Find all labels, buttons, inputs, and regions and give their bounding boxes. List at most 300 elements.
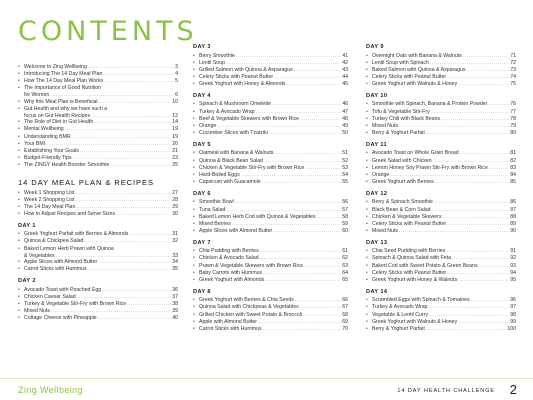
toc-entry-page-number: 6 xyxy=(175,92,178,99)
toc-entry[interactable] xyxy=(193,179,348,186)
day-heading: DAY 9 xyxy=(366,44,384,50)
day-heading: DAY 2 xyxy=(18,278,36,285)
bullet-icon: • xyxy=(366,262,368,269)
bullet-icon: • xyxy=(193,220,195,227)
toc-entry-label: Chia Pudding with Berries xyxy=(199,248,259,255)
toc-entry-label: Turkey & Vegetable Stir-Fry with Brown Rice xyxy=(24,300,127,307)
toc-entry[interactable] xyxy=(18,211,178,218)
toc-entry[interactable] xyxy=(18,266,178,273)
footer-page-number: 2 xyxy=(509,382,517,397)
bullet-icon: • xyxy=(193,115,195,122)
toc-entry-page-number: 90 xyxy=(510,227,516,234)
toc-entry-label: Tofu & Vegetable Stir-Fry xyxy=(372,108,430,115)
toc-entry[interactable] xyxy=(366,248,516,255)
toc-entry-label: Berry Smoothie xyxy=(199,52,235,59)
toc-entry-page-number: 69 xyxy=(342,318,348,325)
plan-list xyxy=(18,190,178,218)
toc-entry-page-number: 34 xyxy=(172,259,178,266)
toc-entry[interactable] xyxy=(18,287,178,294)
dot-leader xyxy=(72,134,172,141)
bullet-icon: • xyxy=(366,129,368,136)
bullet-icon: • xyxy=(18,293,20,300)
dot-leader xyxy=(458,81,509,88)
toc-entry[interactable] xyxy=(366,179,516,186)
bullet-icon: • xyxy=(193,150,195,157)
toc-entry-page-number: 92 xyxy=(510,255,516,262)
toc-entry[interactable] xyxy=(18,155,178,162)
toc-entry-label: Baked Cod with Sweet Potato & Green Beans xyxy=(372,262,478,269)
toc-entry[interactable] xyxy=(366,150,516,157)
toc-entry-label: Cucumber Slices with Tzatziki xyxy=(199,129,268,136)
toc-entry[interactable] xyxy=(366,214,516,221)
toc-entry-label: Gut Health and why we have such a xyxy=(24,105,108,112)
toc-entry[interactable] xyxy=(366,207,516,214)
toc-entry[interactable] xyxy=(193,67,348,74)
dot-leader xyxy=(441,116,509,123)
toc-entry[interactable] xyxy=(193,109,348,116)
toc-entry-page-number: 79 xyxy=(510,122,516,129)
toc-entry-page-number: 68 xyxy=(342,311,348,318)
dot-leader xyxy=(75,190,171,197)
toc-entry[interactable] xyxy=(18,141,178,148)
toc-entry-label: Baked Salmon with Quinoa & Asparagus xyxy=(372,66,466,73)
toc-entry[interactable] xyxy=(18,301,178,308)
toc-entry[interactable] xyxy=(193,248,348,255)
toc-entry-page-number: 42 xyxy=(342,59,348,66)
toc-entry[interactable] xyxy=(193,116,348,123)
toc-entry-page-number: 74 xyxy=(510,73,516,80)
day-heading: DAY 4 xyxy=(193,92,211,99)
toc-entry-page-number: 12 xyxy=(172,112,178,119)
dot-leader xyxy=(73,155,172,162)
toc-entry-page-number: 23 xyxy=(172,154,178,161)
bullet-icon: • xyxy=(18,286,20,293)
toc-entry-label: Celery Sticks with Peanut Butter xyxy=(372,269,447,276)
toc-entry[interactable] xyxy=(193,150,348,157)
dot-leader xyxy=(433,158,510,165)
toc-entry[interactable] xyxy=(366,81,516,88)
toc-entry-label: Spinach & Quinoa Salad with Feta xyxy=(372,255,452,262)
toc-entry[interactable] xyxy=(366,199,516,206)
toc-entry-label: Greek Yoghurt with Walnuts & Honey xyxy=(372,318,458,325)
toc-entry-page-number: 30 xyxy=(172,210,178,217)
toc-entry[interactable] xyxy=(18,106,178,113)
toc-entry-page-number: 55 xyxy=(342,178,348,185)
toc-entry-label: How The 14 Day Meal Plan Works xyxy=(24,78,104,85)
bullet-icon: • xyxy=(18,98,20,105)
toc-entry[interactable] xyxy=(193,304,348,311)
toc-entry[interactable] xyxy=(18,71,178,78)
toc-entry-page-number: 48 xyxy=(342,115,348,122)
dot-leader xyxy=(102,287,171,294)
bullet-icon: • xyxy=(366,199,368,206)
dot-leader xyxy=(300,116,341,123)
bullet-icon: • xyxy=(193,227,195,234)
toc-entry-label: Mixed Nuts xyxy=(24,308,50,315)
dot-leader xyxy=(76,204,171,211)
toc-entry[interactable] xyxy=(366,74,516,81)
bullet-icon: • xyxy=(366,227,368,234)
toc-entry[interactable] xyxy=(18,197,178,204)
toc-entry[interactable] xyxy=(366,263,516,270)
toc-entry[interactable] xyxy=(366,123,516,130)
toc-entry[interactable] xyxy=(193,172,348,179)
bullet-icon: • xyxy=(366,171,368,178)
toc-entry[interactable] xyxy=(366,255,516,262)
toc-entry-label: Mixed Nuts xyxy=(372,122,398,129)
bullet-icon: • xyxy=(18,85,20,92)
dot-leader xyxy=(458,277,509,284)
toc-entry-label: Spinach & Mushroom Omelette xyxy=(199,101,272,108)
bullet-icon: • xyxy=(366,213,368,220)
day-heading: DAY 6 xyxy=(193,190,211,197)
bullet-icon: • xyxy=(18,245,20,252)
toc-entry[interactable] xyxy=(193,312,348,319)
toc-entry[interactable] xyxy=(193,297,348,304)
toc-entry-label: Greek Yoghurt with Walnuts & Honey xyxy=(372,80,458,87)
toc-entry-page-number: 66 xyxy=(342,297,348,304)
day-heading: DAY 12 xyxy=(366,190,388,197)
toc-entry-page-number: 58 xyxy=(342,213,348,220)
day-heading: DAY 10 xyxy=(366,92,388,99)
toc-entry-page-number: 40 xyxy=(172,315,178,322)
toc-entry[interactable] xyxy=(193,228,348,235)
dot-leader xyxy=(304,263,341,270)
dot-leader xyxy=(426,130,509,137)
toc-entry-page-number: 80 xyxy=(510,129,516,136)
toc-entry-label: Baked Lemon Herb Prawn with Quinoa xyxy=(24,245,114,252)
toc-entry[interactable] xyxy=(18,134,178,141)
dot-leader xyxy=(434,199,509,206)
dot-leader xyxy=(236,53,341,60)
toc-entry-label: Turkey & Avocado Wrap xyxy=(199,108,255,115)
dot-leader xyxy=(98,259,171,266)
toc-entry[interactable] xyxy=(18,78,178,85)
bullet-icon: • xyxy=(366,269,368,276)
toc-entry[interactable] xyxy=(18,85,178,92)
toc-entry-page-number: 37 xyxy=(172,293,178,300)
toc-entry-label: Baked Lemon Herb Cod with Quinoa & Vegetables xyxy=(199,213,316,220)
toc-entry[interactable] xyxy=(193,130,348,137)
toc-entry-page-number: 93 xyxy=(510,262,516,269)
toc-entry[interactable] xyxy=(18,259,178,266)
bullet-icon: • xyxy=(193,129,195,136)
toc-entry-label: Greek Yoghurt with Berries & Chia Seeds xyxy=(199,297,294,304)
toc-entry[interactable] xyxy=(366,101,516,108)
toc-entry-page-number: 65 xyxy=(342,276,348,283)
toc-entry[interactable] xyxy=(193,214,348,221)
dot-leader xyxy=(256,109,342,116)
toc-entry-label: Celery Sticks with Peanut Butter xyxy=(372,220,447,227)
toc-entry[interactable] xyxy=(18,315,178,322)
toc-entry-label: & Vegetables xyxy=(24,252,55,259)
toc-entry-page-number: 77 xyxy=(510,108,516,115)
bullet-icon: • xyxy=(18,161,20,168)
toc-entry-label: for Women xyxy=(24,92,50,99)
bullet-icon: • xyxy=(366,297,368,304)
contents-column-1 xyxy=(18,64,178,322)
dot-leader xyxy=(426,326,507,333)
bullet-icon: • xyxy=(18,231,20,238)
toc-entry[interactable] xyxy=(366,326,516,333)
toc-entry-page-number: 73 xyxy=(510,66,516,73)
bullet-icon: • xyxy=(366,276,368,283)
toc-entry-label: Turkey Chili with Black Beans xyxy=(372,115,441,122)
toc-entry[interactable] xyxy=(18,162,178,169)
toc-entry-label: Chia Seed Pudding with Berries xyxy=(372,248,446,255)
toc-entry[interactable] xyxy=(193,123,348,130)
toc-entry[interactable] xyxy=(193,60,348,67)
toc-entry-label: Week 2 Shopping List xyxy=(24,196,75,203)
day-heading: DAY 8 xyxy=(193,288,211,295)
dot-leader xyxy=(104,78,174,85)
toc-entry-label: Cottage Cheese with Pineapple xyxy=(24,315,97,322)
toc-entry[interactable] xyxy=(193,270,348,277)
toc-entry[interactable] xyxy=(366,60,516,67)
toc-entry[interactable] xyxy=(18,294,178,301)
bullet-icon: • xyxy=(193,52,195,59)
dot-leader xyxy=(447,221,509,228)
dot-leader xyxy=(273,228,341,235)
toc-entry-label: The 14 Day Meal Plan xyxy=(24,203,76,210)
toc-entry-page-number: 33 xyxy=(172,252,178,259)
bullet-icon: • xyxy=(18,196,20,203)
toc-entry[interactable] xyxy=(193,101,348,108)
day-heading: DAY 3 xyxy=(193,44,211,50)
toc-entry-page-number: 21 xyxy=(172,147,178,154)
toc-entry[interactable] xyxy=(193,53,348,60)
toc-entry-page-number: 83 xyxy=(510,164,516,171)
toc-entry-label: Smoothie Bowl xyxy=(199,199,234,206)
toc-entry-label: Scrambled Eggs with Spinach & Tomatoes xyxy=(372,297,470,304)
toc-entry-page-number: 72 xyxy=(510,59,516,66)
dot-leader xyxy=(274,74,341,81)
dot-leader xyxy=(488,101,509,108)
toc-entry[interactable] xyxy=(18,308,178,315)
toc-entry-page-number: 52 xyxy=(342,157,348,164)
toc-entry-label: Apple Slices with Almond Butter xyxy=(199,227,273,234)
contents-column-2 xyxy=(193,44,348,333)
day-heading: DAY 1 xyxy=(18,222,36,229)
dot-leader xyxy=(260,248,342,255)
toc-entry-label: Welcome to Zing Wellbeing xyxy=(24,64,87,70)
toc-entry[interactable] xyxy=(18,148,178,155)
bullet-icon: • xyxy=(18,203,20,210)
bullet-icon: • xyxy=(18,210,20,217)
dot-leader xyxy=(88,266,172,273)
bullet-icon: • xyxy=(366,325,368,332)
toc-entry[interactable] xyxy=(193,81,348,88)
bullet-icon: • xyxy=(366,157,368,164)
toc-entry[interactable] xyxy=(193,158,348,165)
toc-entry-label: Orange xyxy=(372,171,390,178)
toc-entry-label: Chicken & Vegetable Skewers xyxy=(372,213,442,220)
toc-entry-label: Greek Yoghurt Parfait with Berries & Almonds xyxy=(24,231,129,238)
toc-entry-page-number: 43 xyxy=(342,66,348,73)
toc-entry-page-number: 99 xyxy=(510,318,516,325)
toc-entry[interactable] xyxy=(366,319,516,326)
toc-entry-label: Greek Salad with Chicken xyxy=(372,157,432,164)
toc-entry-page-number: 20 xyxy=(172,140,178,147)
toc-entry[interactable] xyxy=(193,221,348,228)
bullet-icon: • xyxy=(193,66,195,73)
bullet-icon: • xyxy=(18,189,20,196)
bullet-icon: • xyxy=(366,108,368,115)
toc-entry[interactable] xyxy=(366,109,516,116)
toc-entry-label: Capsicum with Guacamole xyxy=(199,178,261,185)
dot-leader xyxy=(258,319,341,326)
bullet-icon: • xyxy=(366,318,368,325)
toc-entry[interactable] xyxy=(18,99,178,106)
dot-leader xyxy=(226,207,341,214)
dot-leader xyxy=(489,165,509,172)
toc-entry[interactable] xyxy=(193,263,348,270)
day-heading: DAY 14 xyxy=(366,288,388,295)
dot-leader xyxy=(272,101,341,108)
page-title: CONTENTS xyxy=(18,16,198,47)
toc-entry[interactable] xyxy=(366,270,516,277)
bullet-icon: • xyxy=(18,147,20,154)
toc-entry-page-number: 61 xyxy=(342,248,348,255)
toc-entry[interactable] xyxy=(193,165,348,172)
toc-entry-label: Quinoa & Black Bean Salad xyxy=(199,157,264,164)
toc-entry-page-number: 3 xyxy=(175,64,178,70)
toc-entry-label: Greek Yoghurt with Almonds xyxy=(199,276,265,283)
toc-entry-page-number: 56 xyxy=(342,199,348,206)
contents-column-3 xyxy=(366,44,516,333)
toc-entry[interactable] xyxy=(366,172,516,179)
bullet-icon: • xyxy=(18,64,20,70)
toc-entry[interactable] xyxy=(366,130,516,137)
toc-entry[interactable] xyxy=(18,190,178,197)
toc-entry-page-number: 81 xyxy=(510,150,516,157)
toc-entry-label: Quinoa Salad with Chickpeas & Vegetables xyxy=(199,304,299,311)
dot-leader xyxy=(399,228,509,235)
toc-entry[interactable] xyxy=(366,53,516,60)
toc-entry-label: Avocado Toast on Whole Grain Bread xyxy=(372,150,459,157)
bullet-icon: • xyxy=(193,325,195,332)
toc-entry[interactable] xyxy=(366,228,516,235)
toc-entry-label: Understanding BMR xyxy=(24,133,71,140)
toc-entry[interactable] xyxy=(193,74,348,81)
dot-leader xyxy=(294,67,342,74)
dot-leader xyxy=(429,304,510,311)
dot-leader xyxy=(127,301,171,308)
toc-entry-page-number: 5 xyxy=(175,78,178,85)
toc-entry[interactable] xyxy=(366,277,516,284)
toc-entry[interactable] xyxy=(366,116,516,123)
toc-entry[interactable] xyxy=(366,221,516,228)
dot-leader xyxy=(275,150,342,157)
dot-leader xyxy=(479,263,510,270)
dot-leader xyxy=(77,294,172,301)
dot-leader xyxy=(443,214,510,221)
toc-entry[interactable] xyxy=(18,246,178,253)
dot-leader xyxy=(431,109,510,116)
dot-leader xyxy=(88,64,174,71)
dot-leader xyxy=(430,60,509,67)
dot-leader xyxy=(317,214,342,221)
bullet-icon: • xyxy=(18,300,20,307)
bullet-icon: • xyxy=(193,178,195,185)
toc-entry-page-number: 46 xyxy=(342,101,348,108)
toc-entry[interactable] xyxy=(193,255,348,262)
toc-entry[interactable] xyxy=(366,304,516,311)
toc-entry[interactable] xyxy=(366,165,516,172)
toc-entry[interactable] xyxy=(18,231,178,238)
day-heading: DAY 7 xyxy=(193,239,211,246)
toc-entry[interactable] xyxy=(193,199,348,206)
bullet-icon: • xyxy=(193,59,195,66)
toc-entry-page-number: 67 xyxy=(342,304,348,311)
toc-entry[interactable] xyxy=(366,312,516,319)
toc-entry[interactable] xyxy=(18,204,178,211)
toc-entry-page-number: 57 xyxy=(342,206,348,213)
dot-leader xyxy=(217,123,341,130)
toc-entry[interactable] xyxy=(193,326,348,333)
days-list-a xyxy=(18,223,178,322)
toc-entry-label: Lentil Soup with Spinach xyxy=(372,59,429,66)
bullet-icon: • xyxy=(18,140,20,147)
toc-entry[interactable] xyxy=(193,277,348,284)
toc-entry-label: Apple with Almond Butter xyxy=(199,318,257,325)
toc-entry[interactable] xyxy=(366,67,516,74)
bullet-icon: • xyxy=(366,206,368,213)
toc-entry-label: The Importance of Good Nutrition xyxy=(24,85,101,92)
toc-entry-page-number: 88 xyxy=(510,213,516,220)
days-list-b xyxy=(193,44,348,333)
bullet-icon: • xyxy=(193,157,195,164)
dot-leader xyxy=(446,248,509,255)
bullet-icon: • xyxy=(366,150,368,157)
footer-challenge-title: 14 DAY HEALTH CHALLENGE xyxy=(397,388,495,394)
toc-entry[interactable] xyxy=(366,158,516,165)
toc-entry[interactable] xyxy=(18,119,178,126)
toc-entry-label: Grilled Salmon with Quinoa & Asparagus xyxy=(199,66,293,73)
bullet-icon: • xyxy=(366,220,368,227)
toc-entry[interactable] xyxy=(366,297,516,304)
bullet-icon: • xyxy=(366,164,368,171)
dot-leader xyxy=(466,67,509,74)
toc-entry[interactable] xyxy=(193,207,348,214)
toc-entry-page-number: 60 xyxy=(342,227,348,234)
toc-entry[interactable] xyxy=(18,64,178,71)
dot-leader xyxy=(116,211,171,218)
bullet-icon: • xyxy=(18,238,20,245)
toc-entry-page-number: 78 xyxy=(510,115,516,122)
toc-entry-page-number: 71 xyxy=(510,52,516,59)
bullet-icon: • xyxy=(193,206,195,213)
dot-leader xyxy=(51,308,171,315)
toc-entry[interactable] xyxy=(18,238,178,245)
toc-entry-label: Quinoa & Chickpea Salad xyxy=(24,238,84,245)
toc-entry-page-number: 54 xyxy=(342,171,348,178)
bullet-icon: • xyxy=(18,119,20,126)
dot-leader xyxy=(452,255,509,262)
dot-leader xyxy=(46,141,171,148)
dot-leader xyxy=(232,221,342,228)
bullet-icon: • xyxy=(18,308,20,315)
toc-entry-page-number: 47 xyxy=(342,108,348,115)
bullet-icon: • xyxy=(193,101,195,108)
dot-leader xyxy=(447,74,509,81)
bullet-icon: • xyxy=(366,122,368,129)
toc-entry[interactable] xyxy=(193,319,348,326)
toc-entry-label: How to Adjust Recipes and Serve Sizes xyxy=(24,210,116,217)
toc-entry-page-number: 62 xyxy=(342,255,348,262)
bullet-icon: • xyxy=(193,297,195,304)
toc-entry[interactable] xyxy=(18,126,178,133)
